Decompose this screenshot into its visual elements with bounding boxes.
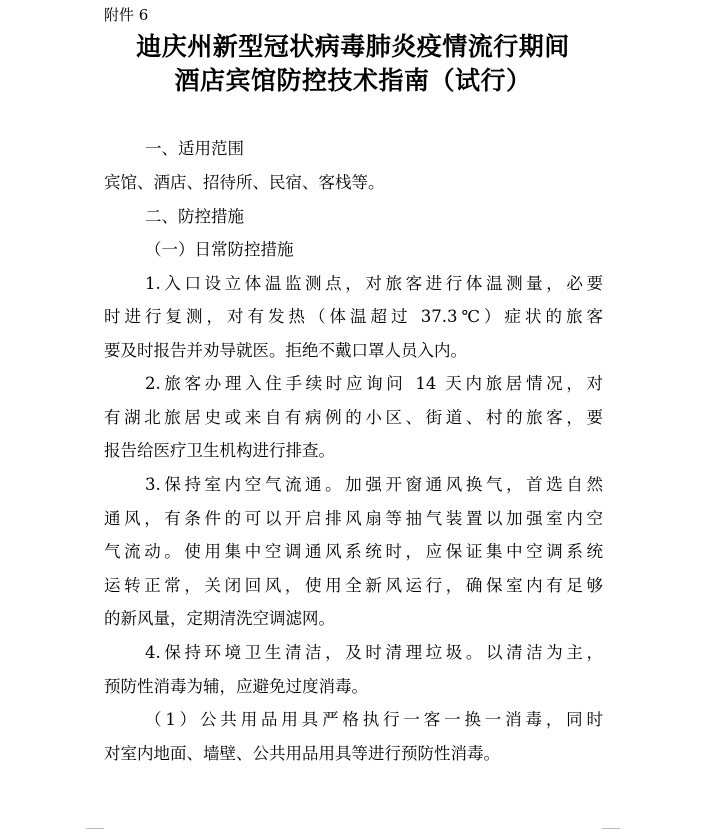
paragraph-line: 气流动。使用集中空调通风系统时，应保证集中空调系统 bbox=[104, 542, 603, 561]
paragraph-line: 3.保持室内空气流通。加强开窗通风换气，首选自然 bbox=[145, 475, 603, 494]
paragraph-line: 报告给医疗卫生机构进行排查。 bbox=[104, 441, 335, 460]
paragraph-line: 预防性消毒为辅，应避免过度消毒。 bbox=[104, 677, 368, 696]
paragraph-line: 时进行复测，对有发热（体温超过 37.3℃）症状的旅客 bbox=[104, 307, 603, 326]
paragraph-line: （1）公共用品用具严格执行一客一换一消毒，同时 bbox=[145, 710, 603, 729]
section-heading: 二、防控措施 bbox=[145, 207, 244, 226]
section-heading: 一、适用范围 bbox=[145, 139, 244, 158]
page-corner-mark-left bbox=[86, 828, 104, 829]
paragraph-line: 有湖北旅居史或来自有病例的小区、街道、村的旅客，要 bbox=[104, 408, 603, 427]
paragraph-line: 2.旅客办理入住手续时应询问 14 天内旅居情况，对 bbox=[145, 374, 603, 393]
paragraph-line: 运转正常，关闭回风，使用全新风运行，确保室内有足够 bbox=[104, 576, 603, 595]
document-title-line-1: 迪庆州新型冠状病毒肺炎疫情流行期间 bbox=[136, 32, 570, 61]
paragraph-line: 1.入口设立体温监测点，对旅客进行体温测量，必要 bbox=[145, 274, 603, 293]
page-corner-mark-right bbox=[602, 828, 620, 829]
attachment-label: 附件 6 bbox=[104, 6, 149, 24]
subsection-heading: （一）日常防控措施 bbox=[145, 240, 294, 259]
paragraph-line: 宾馆、酒店、招待所、民宿、客栈等。 bbox=[104, 173, 385, 192]
paragraph-line: 要及时报告并劝导就医。拒绝不戴口罩人员入内。 bbox=[104, 341, 467, 360]
paragraph-line: 通风，有条件的可以开启排风扇等抽气装置以加强室内空 bbox=[104, 509, 603, 528]
paragraph-line: 4.保持环境卫生清洁，及时清理垃圾。以清洁为主， bbox=[145, 643, 603, 662]
paragraph-line: 对室内地面、墙壁、公共用品用具等进行预防性消毒。 bbox=[104, 744, 500, 763]
paragraph-line: 的新风量，定期清洗空调滤网。 bbox=[104, 609, 335, 628]
document-title-line-2: 酒店宾馆防控技术指南（试行） bbox=[174, 66, 532, 95]
